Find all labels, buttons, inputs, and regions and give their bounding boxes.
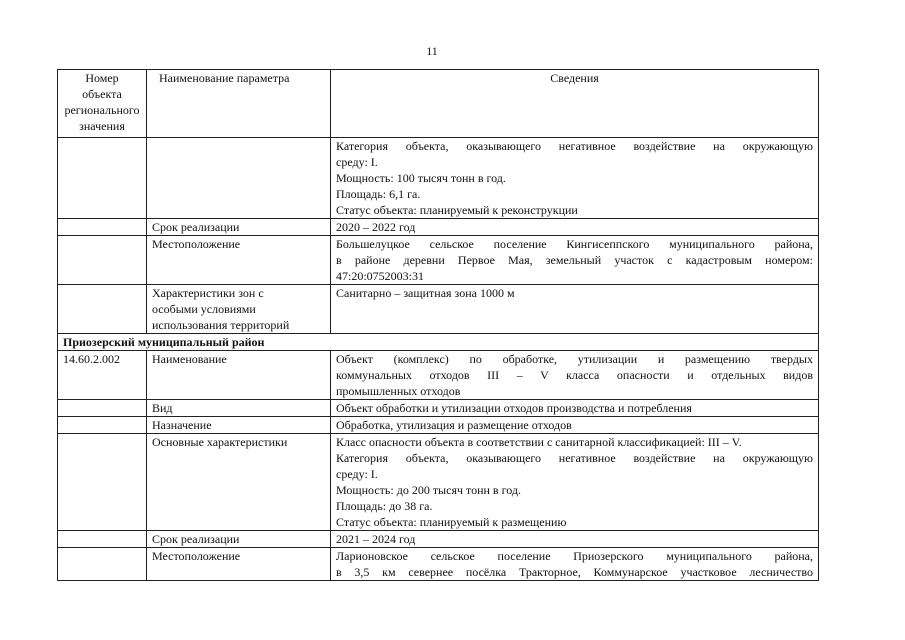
text-line: среду: I. (336, 467, 378, 481)
table-row (58, 417, 819, 434)
object-number-cell (58, 434, 147, 531)
location-value (331, 236, 819, 285)
table-row (58, 219, 819, 236)
text-line: Площадь: до 38 га. (336, 499, 433, 513)
text-line: Статус объекта: планируемый к размещению (336, 515, 567, 529)
text-line: в районе деревни Первое Мая, земельный участок с кадастровым номером: (336, 253, 813, 267)
parameter-name-cell (147, 138, 331, 219)
text-line: Ларионовское сельское поселение Приозерского муниципального района, (336, 549, 813, 563)
text-line: Мощность: 100 тысяч тонн в год. (336, 171, 506, 185)
object-parameters-table (57, 69, 819, 581)
table-row (58, 548, 819, 581)
table-header-row (58, 70, 819, 138)
purpose-label: Назначение (147, 417, 331, 434)
table-row (58, 138, 819, 219)
text-line: Площадь: 6,1 га. (336, 187, 421, 201)
table-row (58, 236, 819, 285)
period-value: 2020 – 2022 год (331, 219, 819, 236)
text-line: Категория объекта, оказывающего негативное воздействие на окружающую (336, 139, 813, 153)
zones-label: Характеристики зон с особыми условиями использования территорий (147, 285, 331, 334)
kind-label: Вид (147, 400, 331, 417)
text-line: в 3,5 км севернее посёлка Тракторное, Коммунарское участковое лесничество (336, 565, 813, 579)
header-parameter-name: Наименование параметра (147, 70, 331, 138)
object-number-cell (58, 236, 147, 285)
text-line: Категория объекта, оказывающего негативное воздействие на окружающую (336, 451, 813, 465)
zones-value: Санитарно – защитная зона 1000 м (331, 285, 819, 334)
object-number-cell (58, 285, 147, 334)
header-details: Сведения (331, 70, 819, 138)
name-label: Наименование (147, 351, 331, 400)
location-label: Местоположение (147, 548, 331, 581)
object-number-cell (58, 548, 147, 581)
text-line: среду: I. (336, 155, 378, 169)
text-line: Большелуцкое сельское поселение Кингисеппского муниципального района, (336, 237, 813, 251)
object-number-cell (58, 400, 147, 417)
text-line: 47:20:0752003:31 (336, 269, 425, 283)
table-row (58, 531, 819, 548)
page-number: 11 (426, 44, 438, 58)
object-number-cell (58, 531, 147, 548)
main-characteristics-value (331, 434, 819, 531)
text-line: коммунальных отходов III – V класса опасности и отдельных видов (336, 368, 813, 382)
characteristics-continued (331, 138, 819, 219)
period-label: Срок реализации (147, 531, 331, 548)
name-value (331, 351, 819, 400)
location-value (331, 548, 819, 581)
kind-value: Объект обработки и утилизации отходов производства и потребления (331, 400, 819, 417)
table-row (58, 400, 819, 417)
location-label: Местоположение (147, 236, 331, 285)
district-heading: Приозерский муниципальный район (58, 334, 819, 351)
purpose-value: Обработка, утилизация и размещение отходов (331, 417, 819, 434)
text-line: Объект (комплекс) по обработке, утилизации и размещению твердых (336, 352, 813, 366)
object-number-cell (58, 219, 147, 236)
district-row (58, 334, 819, 351)
text-line: Мощность: до 200 тысяч тонн в год. (336, 483, 521, 497)
period-value: 2021 – 2024 год (331, 531, 819, 548)
header-object-number: Номер объекта регионального значения (58, 70, 147, 138)
text-line: Статус объекта: планируемый к реконструкции (336, 203, 578, 217)
table-row (58, 434, 819, 531)
table-row (58, 285, 819, 334)
object-number-cell (58, 138, 147, 219)
object-number: 14.60.2.002 (58, 351, 147, 400)
text-line: промышленных отходов (336, 384, 461, 398)
main-characteristics-label: Основные характеристики (147, 434, 331, 531)
table-row (58, 351, 819, 400)
text-line: Класс опасности объекта в соответствии с санитарной классификацией: III – V. (336, 435, 742, 449)
object-number-cell (58, 417, 147, 434)
period-label: Срок реализации (147, 219, 331, 236)
